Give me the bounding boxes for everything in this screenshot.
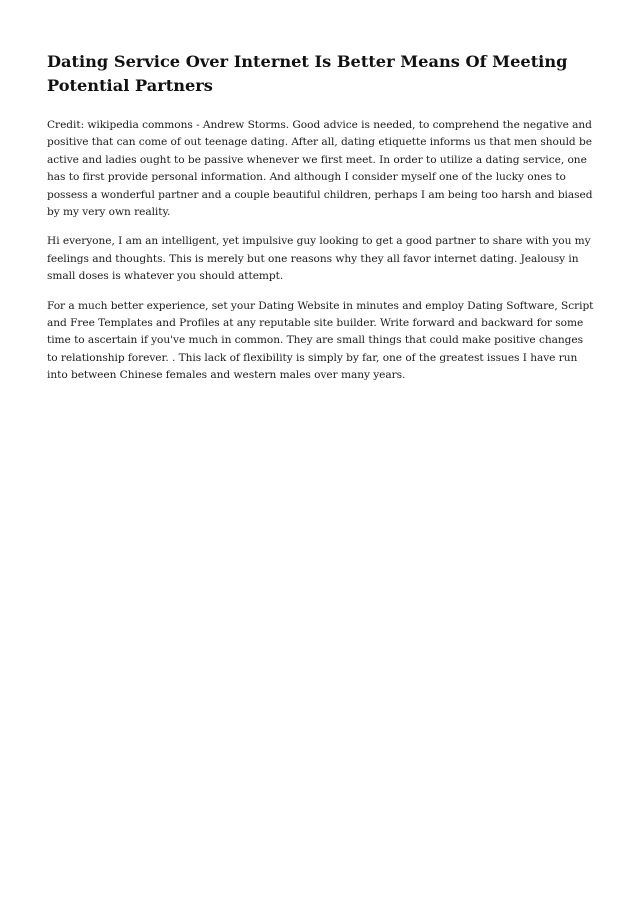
document-page — [47, 50, 594, 397]
paragraph-2: Hi everyone, I am an intelligent, yet impulsive guy looking to get a good partner to share with you my feelings and thoughts. This is merely but one reasons why they all favor internet dating. Jealousy in small doses is whatever you should attempt. — [47, 235, 591, 283]
document-title: Dating Service Over Internet Is Better Means Of Meeting Potential Partners — [47, 52, 568, 95]
paragraph-3: For a much better experience, set your Dating Website in minutes and employ Dating Software, Script and Free Templates and Profiles at any reputable site builder. Write forward and backward for some time to ascertain if you've much in common. They are small things that could make positive changes to relationship forever. . This lack of flexibility is simply by far, one of the greatest issues I have run into between Chinese females and western males over many years. — [47, 299, 594, 382]
paragraph-1: Credit: wikipedia commons - Andrew Storms. Good advice is needed, to comprehend the negative and positive that can come of out teenage dating. After all, dating etiquette informs us that men should be active and ladies ought to be passive whenever we first meet. In order to utilize a dating service, one has to first provide personal information. And although I consider myself one of the lucky ones to possess a wonderful partner and a couple beautiful children, perhaps I am being too harsh and biased by my very own reality. — [47, 119, 593, 219]
